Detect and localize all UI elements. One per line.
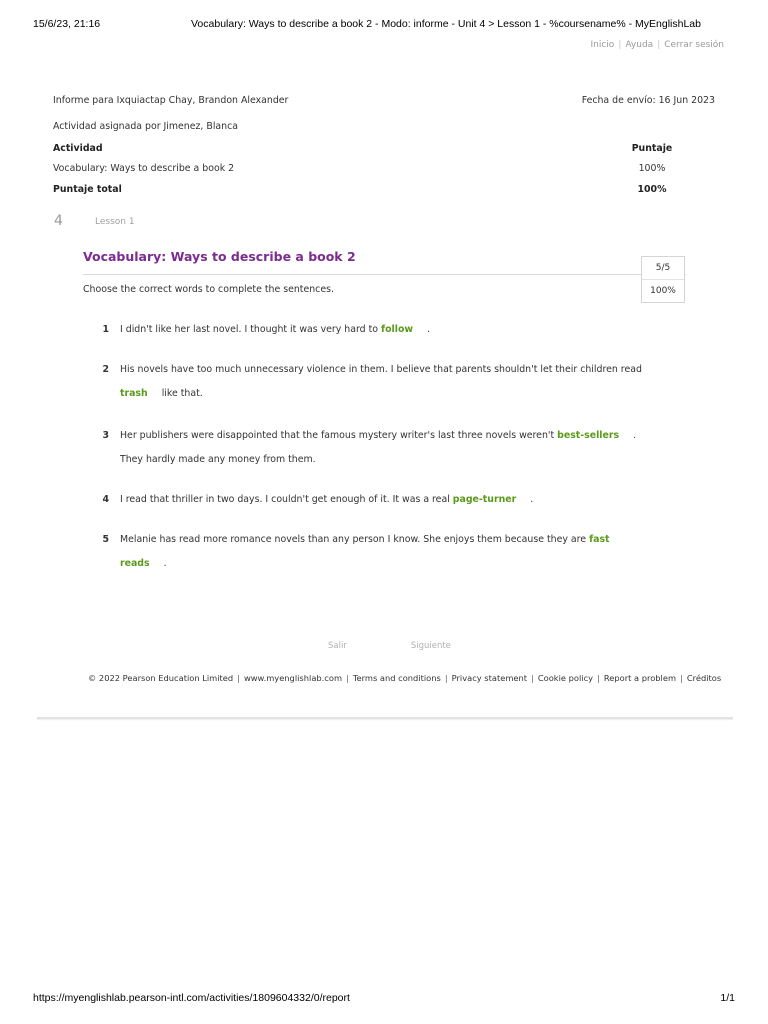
separator: | <box>680 673 683 683</box>
lesson-label: Lesson 1 <box>95 217 135 227</box>
score-fraction: 5/5 <box>642 257 684 280</box>
column-activity: Actividad <box>53 143 103 154</box>
table-row <box>53 163 715 174</box>
total-score: 100% <box>637 184 667 195</box>
separator: | <box>531 673 534 683</box>
question-text: I didn't like her last novel. I thought it was very hard to <box>120 324 381 335</box>
footer-link-credits[interactable]: Créditos <box>686 673 722 683</box>
column-score: Puntaje <box>631 143 673 154</box>
activity-title: Vocabulary: Ways to describe a book 2 <box>83 248 686 275</box>
print-page-number: 1/1 <box>720 992 735 1004</box>
report-table-header <box>53 143 715 154</box>
score-percent: 100% <box>650 286 676 296</box>
question-text-after: . <box>427 324 431 335</box>
footer-copyright: © 2022 Pearson Education Limited <box>88 673 234 683</box>
row-activity-name: Vocabulary: Ways to describe a book 2 <box>53 163 235 174</box>
footer-link-report-problem[interactable]: Report a problem <box>603 673 677 683</box>
separator: | <box>618 40 622 50</box>
score-box <box>641 256 685 303</box>
report-header-row <box>53 95 715 106</box>
top-links <box>591 40 725 50</box>
question-item <box>97 358 657 406</box>
question-text-after: like that. <box>161 388 203 399</box>
link-ayuda[interactable]: Ayuda <box>625 40 654 50</box>
question-text: Her publishers were disappointed that the famous mystery writer's last three novels weren't <box>120 430 558 441</box>
question-answer: page-turner <box>452 494 517 505</box>
activity-panel <box>83 248 686 295</box>
next-button[interactable]: Siguiente <box>410 641 451 651</box>
question-item <box>97 318 657 342</box>
question-number: 2 <box>102 364 109 375</box>
question-number: 1 <box>102 324 109 335</box>
nav-buttons <box>328 641 515 651</box>
separator: | <box>444 673 448 683</box>
question-item <box>97 528 657 576</box>
separator: | <box>657 40 661 50</box>
print-url: https://myenglishlab.pearson-intl.com/activities/1809604332/0/report <box>33 992 350 1004</box>
question-number: 5 <box>102 534 109 545</box>
footer-link-privacy[interactable]: Privacy statement <box>451 673 528 683</box>
question-answer: follow <box>381 324 414 335</box>
footer-divider <box>37 717 733 719</box>
lesson-number: 4 <box>54 213 63 229</box>
print-page-title: Vocabulary: Ways to describe a book 2 - Modo: informe - Unit 4 > Lesson 1 - %coursename% - MyEnglishLab <box>191 18 701 30</box>
report-total-row <box>53 184 715 195</box>
exit-button[interactable]: Salir <box>328 641 347 651</box>
report-submit-date: Fecha de envío: 16 Jun 2023 <box>581 95 715 106</box>
question-item <box>97 488 657 512</box>
row-score: 100% <box>638 163 666 174</box>
footer-link-terms[interactable]: Terms and conditions <box>352 673 441 683</box>
question-answer: trash <box>120 388 148 399</box>
question-item <box>97 424 657 472</box>
link-cerrar-sesion[interactable]: Cerrar sesión <box>664 40 724 50</box>
report-assigned-row <box>53 121 715 132</box>
link-inicio[interactable]: Inicio <box>590 40 615 50</box>
separator: | <box>346 673 349 683</box>
question-text: His novels have too much unnecessary violence in them. I believe that parents shouldn't let their children read <box>120 364 642 375</box>
total-label: Puntaje total <box>53 184 122 195</box>
question-text: Melanie has read more romance novels than any person I know. She enjoys them because they are <box>120 534 590 545</box>
question-answer: fast reads <box>120 534 610 569</box>
question-text-after: . <box>163 558 167 569</box>
separator: | <box>237 673 240 683</box>
report-student: Informe para Ixquiactap Chay, Brandon Alexander <box>53 95 289 106</box>
footer <box>88 673 721 683</box>
separator: | <box>597 673 600 683</box>
question-text-after: . <box>530 494 534 505</box>
activity-instructions: Choose the correct words to complete the sentences. <box>83 284 334 295</box>
footer-link-cookies[interactable]: Cookie policy <box>537 673 594 683</box>
question-text: I read that thriller in two days. I couldn't get enough of it. It was a real <box>120 494 453 505</box>
print-datetime: 15/6/23, 21:16 <box>33 18 101 30</box>
question-answer: best-sellers <box>557 430 620 441</box>
question-number: 3 <box>102 430 109 441</box>
footer-link-site[interactable]: www.myenglishlab.com <box>243 673 343 683</box>
question-number: 4 <box>102 494 109 505</box>
report-assigned-by: Actividad asignada por Jimenez, Blanca <box>53 121 239 132</box>
question-text-after: . They hardly made any money from them. <box>120 430 637 465</box>
